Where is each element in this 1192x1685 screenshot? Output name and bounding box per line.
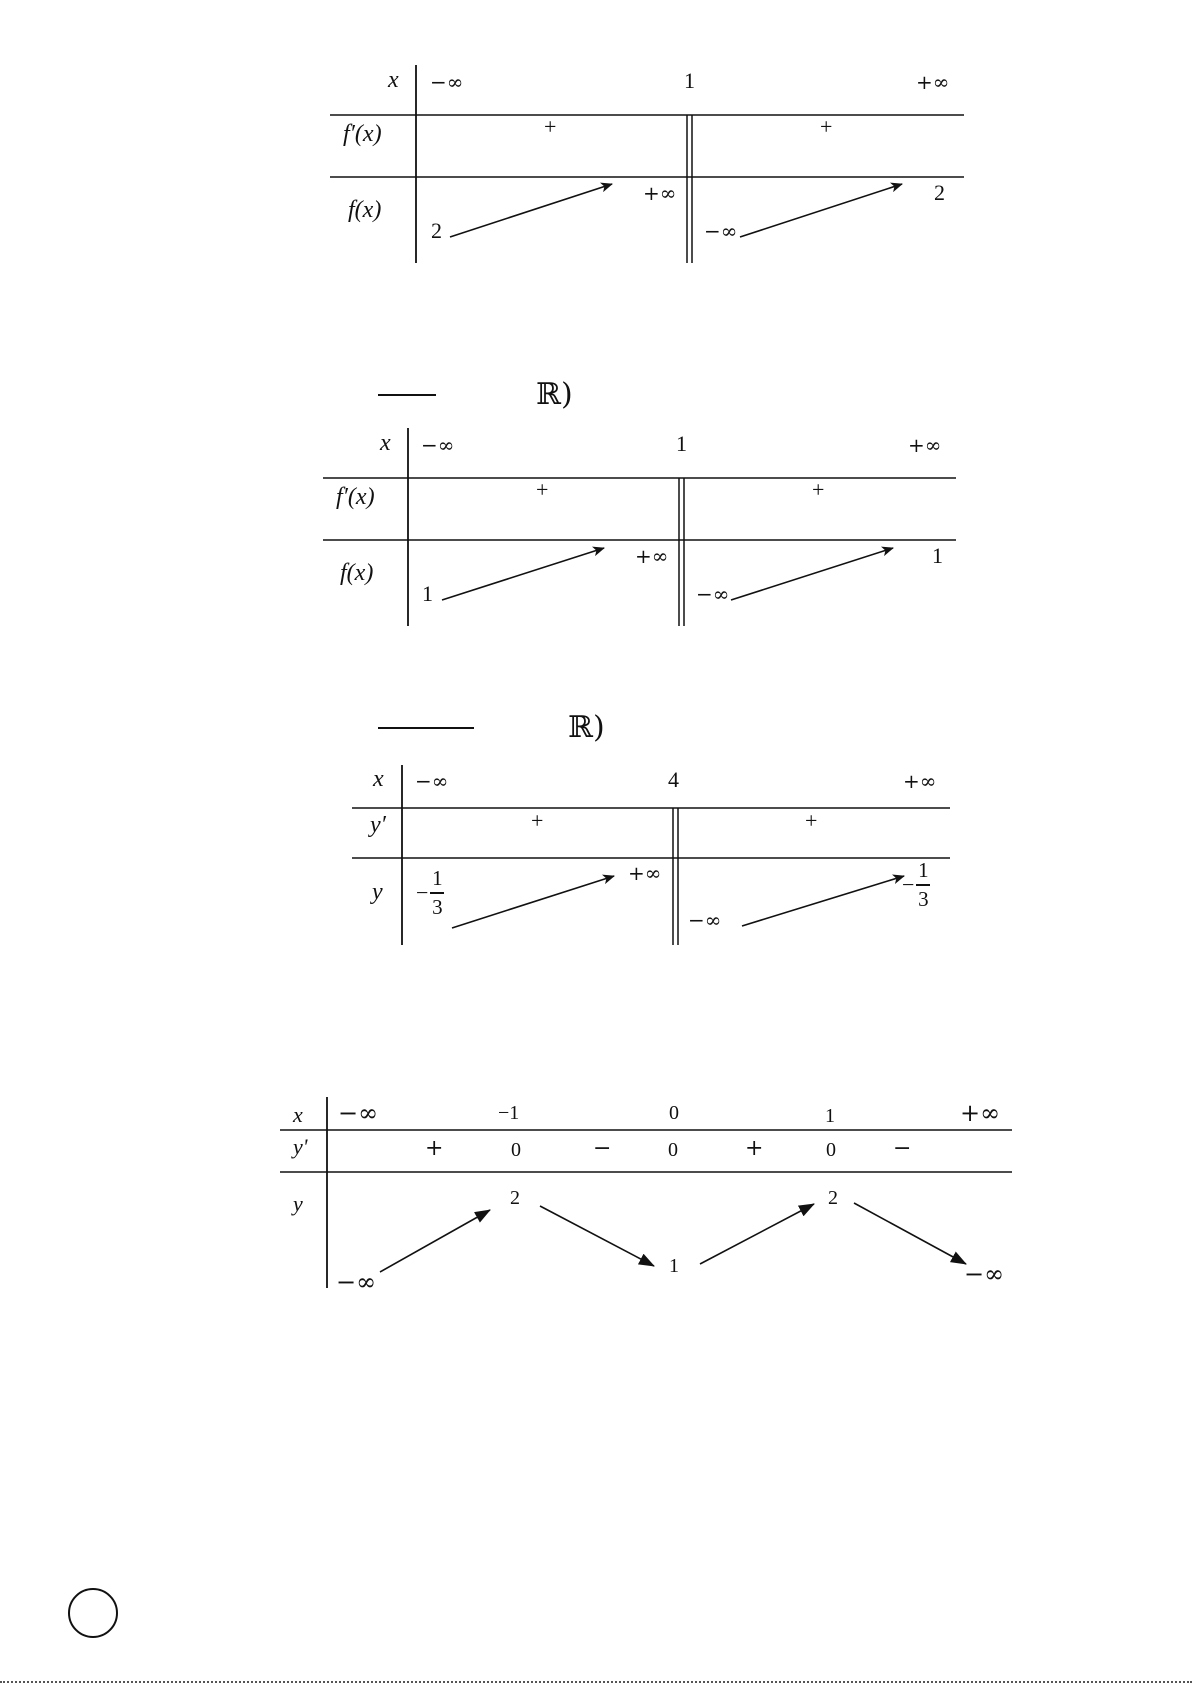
- t2-f-left-end: +∞: [635, 544, 669, 568]
- t3-x-neg-inf: −∞: [415, 769, 449, 793]
- t3-sign-right: +: [805, 808, 818, 833]
- arrow-up-1: [380, 1210, 490, 1272]
- footer-dotted-line: [0, 1681, 1192, 1683]
- t4-yprime-label: y': [293, 1134, 308, 1159]
- t2-fprime-label: f′(x): [336, 484, 375, 510]
- t4-x-0: 0: [669, 1102, 679, 1124]
- t2-f-left-start: 1: [422, 581, 433, 606]
- arrow-down-2: [854, 1203, 966, 1264]
- t2-sign-right: +: [812, 477, 825, 502]
- t4-y-neg-inf-left: −∞: [336, 1268, 377, 1296]
- t4-x-neg1: −1: [498, 1102, 520, 1124]
- t4-y-label: y: [293, 1191, 303, 1216]
- t1-f-right-start: −∞: [704, 219, 738, 243]
- t3-yprime-label: y′: [370, 812, 386, 838]
- t2-x-pos-inf: +∞: [908, 433, 942, 457]
- t4-x-neg-inf: −∞: [338, 1099, 379, 1127]
- t1-x-neg-inf: −∞: [430, 70, 464, 94]
- t3-sign-left: +: [531, 808, 544, 833]
- t4-yprime-plus-1: +: [425, 1136, 444, 1161]
- arrow-up-2: [700, 1204, 814, 1264]
- t1-f-label: f(x): [348, 197, 382, 223]
- t2-f-right-start: −∞: [696, 582, 730, 606]
- t1-f-left-end: +∞: [643, 181, 677, 205]
- t4-x-pos-inf: +∞: [960, 1099, 1001, 1127]
- t3-x-label: x: [373, 766, 384, 792]
- t2-x-1: 1: [676, 431, 687, 456]
- t2-f-label: f(x): [340, 560, 374, 586]
- t4-yprime-zero-1: 0: [511, 1139, 521, 1161]
- t1-fprime-label: f′(x): [343, 121, 382, 147]
- t1-sign-right: +: [820, 114, 833, 139]
- t3-x-pos-inf: +∞: [903, 769, 937, 793]
- t4-y-neg-inf-right: −∞: [964, 1260, 1005, 1288]
- t3-y-right-end: − 1 3: [902, 858, 929, 911]
- reals-symbol-2: ℝ): [536, 377, 573, 412]
- t4-yprime-minus-2: −: [893, 1136, 912, 1161]
- t1-f-left-start: 2: [431, 218, 442, 243]
- reals-symbol-3: ℝ): [568, 710, 605, 745]
- t4-yprime-minus-1: −: [593, 1136, 612, 1161]
- t4-yprime-zero-3: 0: [826, 1139, 836, 1161]
- t3-y-left-start: − 1 3: [416, 866, 443, 919]
- t2-x-label: x: [380, 430, 391, 456]
- t1-x-pos-inf: +∞: [916, 70, 950, 94]
- t1-sign-left: +: [544, 114, 557, 139]
- arrow-down-1: [540, 1206, 654, 1266]
- t3-y-label: y: [372, 879, 383, 905]
- t4-yprime-zero-2: 0: [668, 1139, 678, 1161]
- page-number-circle: [68, 1588, 118, 1638]
- t3-y-right-start: −∞: [688, 908, 722, 932]
- t3-x-4: 4: [668, 767, 679, 792]
- t4-yprime-plus-2: +: [745, 1136, 764, 1161]
- t1-x-label: x: [388, 67, 399, 93]
- t4-x-1: 1: [825, 1105, 835, 1127]
- t2-f-right-end: 1: [932, 543, 943, 568]
- t4-y-max-2: 2: [828, 1187, 838, 1209]
- t1-f-right-end: 2: [934, 180, 945, 205]
- t4-y-min: 1: [669, 1255, 679, 1277]
- t2-sign-left: +: [536, 477, 549, 502]
- t1-x-1: 1: [684, 68, 695, 93]
- t4-x-label: x: [293, 1102, 303, 1127]
- t2-x-neg-inf: −∞: [421, 433, 455, 457]
- t3-y-left-end: +∞: [628, 861, 662, 885]
- t4-y-max-1: 2: [510, 1187, 520, 1209]
